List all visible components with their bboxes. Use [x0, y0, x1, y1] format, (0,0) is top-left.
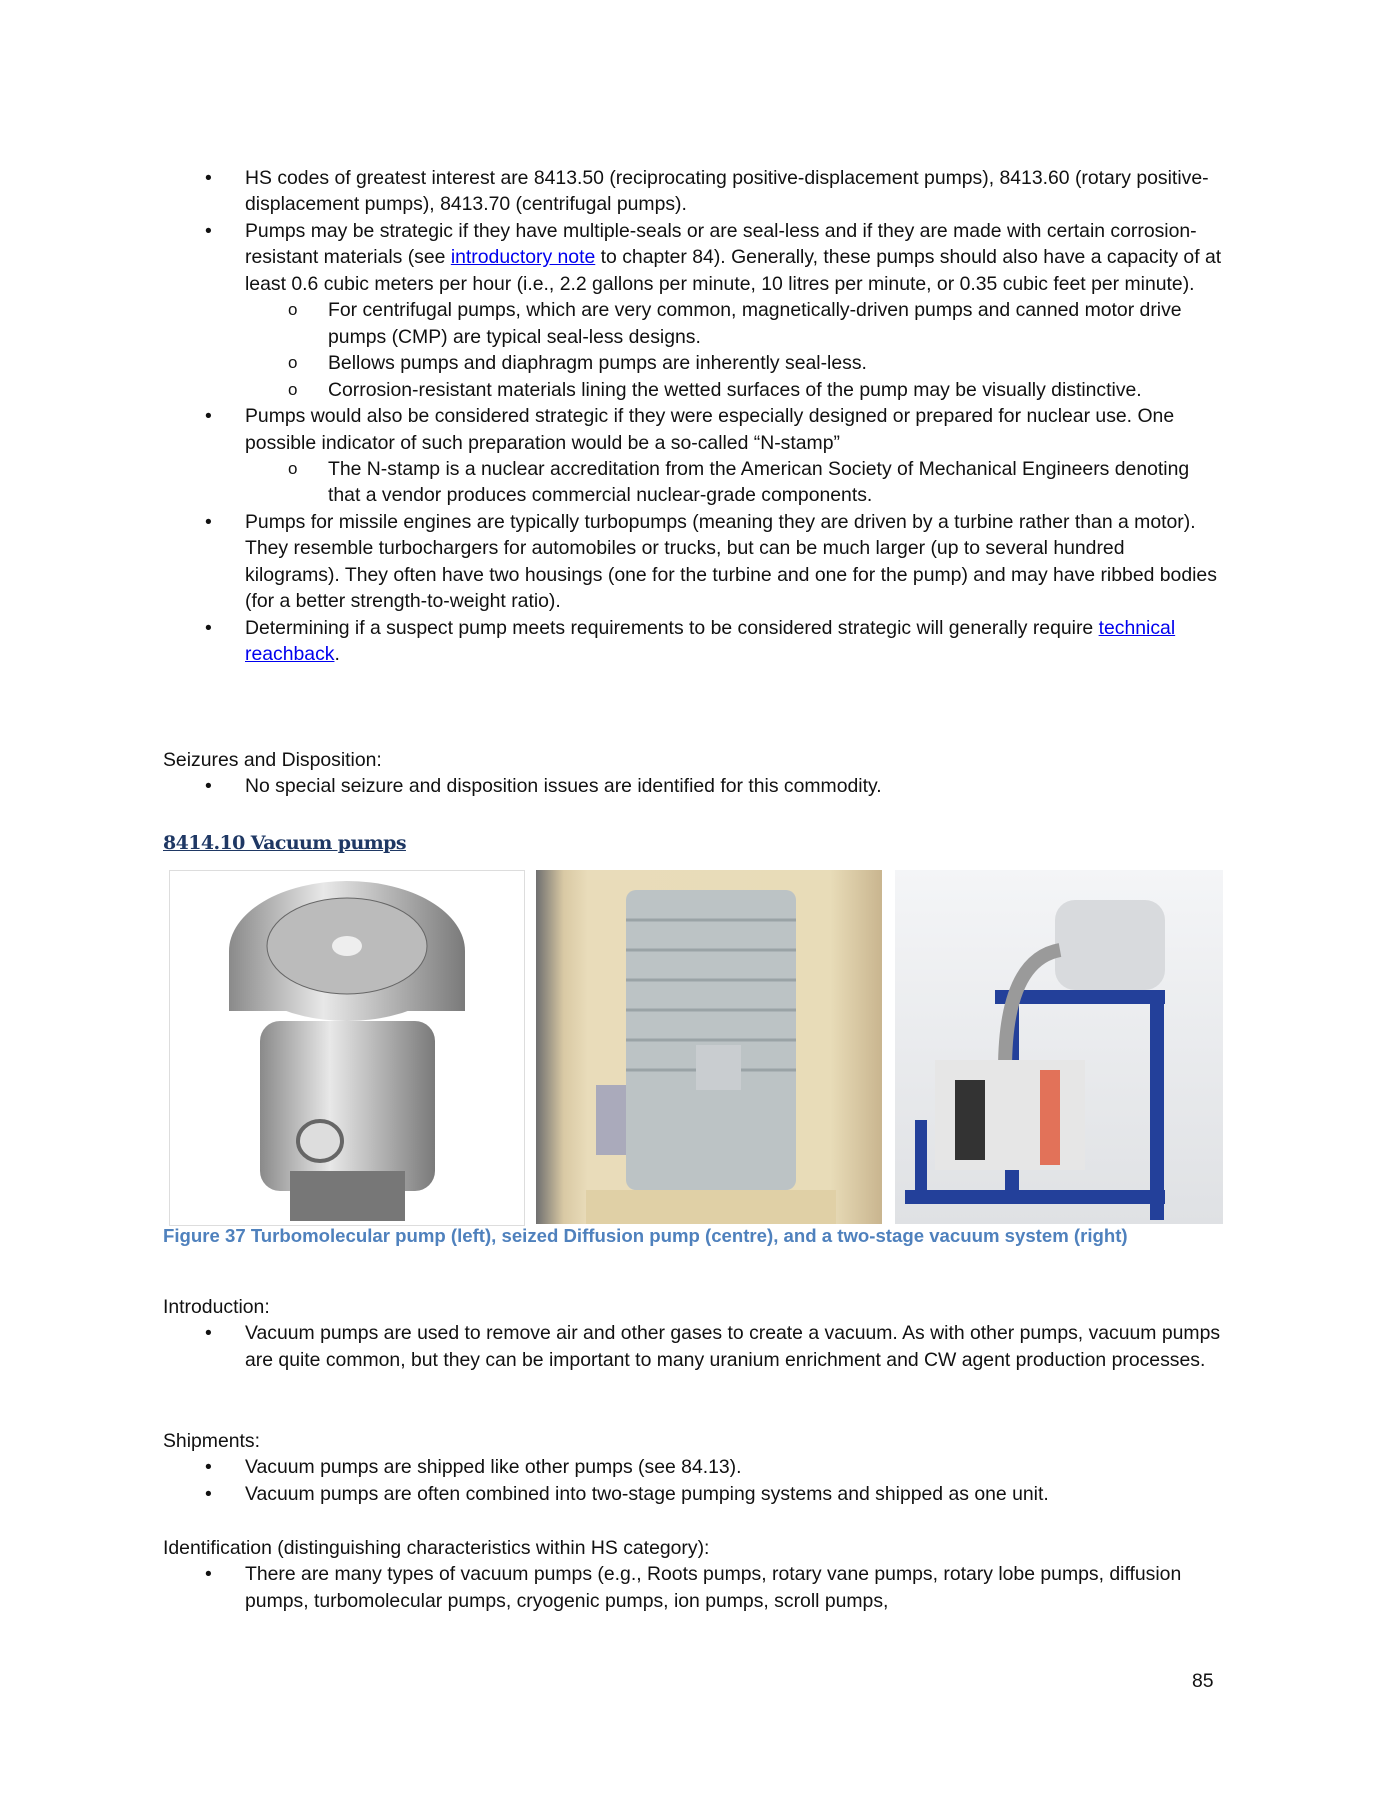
list-item [163, 1454, 1223, 1480]
shipments-section [163, 1428, 1223, 1507]
introductory-note-link[interactable]: introductory note [450, 246, 596, 269]
list-item [163, 1481, 1223, 1507]
turbomolecular-pump-image [169, 870, 525, 1226]
item-text: For centrifugal pumps, which are very common, magnetically-driven pumps and canned motor drive pumps (CMP) are typical seal-less designs. [328, 299, 1182, 348]
list-item [163, 773, 1223, 799]
list-item [163, 403, 1223, 456]
item-text: to chapter 84). Generally, these pumps should also have a capacity of at least 0.6 cubic meters per hour (i.e., 2.2 gallons per minute, 10 litres per minute, or 0.35 cubic feet per minute). [245, 246, 1222, 295]
figure-caption: Figure 37 Turbomolecular pump (left), seized Diffusion pump (centre), and a two-stage vacuum system (right) [163, 1225, 1128, 1246]
list-item [163, 1561, 1223, 1614]
introduction-section [163, 1294, 1223, 1373]
item-text: Vacuum pumps are shipped like other pumps (see 84.13). [245, 1456, 742, 1479]
list-item [163, 218, 1223, 297]
list-item [163, 1320, 1223, 1373]
item-text: No special seizure and disposition issues are identified for this commodity. [245, 775, 882, 798]
item-text: Vacuum pumps are often combined into two-stage pumping systems and shipped as one unit. [245, 1482, 1049, 1505]
item-text: The N-stamp is a nuclear accreditation from the American Society of Mechanical Engineers denoting that a vendor produces commercial nuclear-grade components. [328, 457, 1190, 507]
item-text: Pumps may be strategic if they have multiple-seals or are seal-less and if they are made with certain corrosion-resistant materials (see [245, 219, 1197, 269]
diffusion-pump-image [536, 870, 882, 1224]
item-text: Bellows pumps and diaphragm pumps are inherently seal-less. [328, 352, 867, 375]
item-text: Pumps would also be considered strategic if they were especially designed or prepared for nuclear use. One possible indicator of such preparation would be a so-called “N-stamp” [245, 405, 1175, 454]
section-label: Identification (distinguishing characteristics within HS category): [163, 1537, 710, 1559]
item-text: Vacuum pumps are used to remove air and other gases to create a vacuum. As with other pumps, vacuum pumps are quite common, but they can be important to many uranium enrichment and CW agent production processes. [245, 1322, 1221, 1371]
item-text: Corrosion-resistant materials lining the wetted surfaces of the pump may be visually distinctive. [328, 378, 1142, 401]
list-item [163, 615, 1223, 668]
item-text: . [334, 643, 340, 666]
sub-list-item [163, 297, 1223, 350]
identification-section [163, 1535, 1223, 1614]
section-label: Shipments: [163, 1430, 261, 1452]
sub-list-item [163, 350, 1223, 376]
item-text: HS codes of greatest interest are 8413.50 (reciprocating positive-displacement pumps), 8413.60 (rotary positive-displacement pumps), 8413.70 (centrifugal pumps). [245, 167, 1209, 216]
item-text: There are many types of vacuum pumps (e.g., Roots pumps, rotary vane pumps, rotary lobe pumps, diffusion pumps, turbomolecular pumps, cryogenic pumps, ion pumps, scroll pumps, [245, 1563, 1182, 1612]
list-item [163, 165, 1223, 218]
section-label: Seizures and Disposition: [163, 749, 382, 771]
item-text: Determining if a suspect pump meets requirements to be considered strategic will generally require [245, 616, 1099, 639]
section-heading: 8414.10 Vacuum pumps [163, 832, 406, 854]
strategic-criteria-list [163, 165, 1223, 668]
technical-reachback-link[interactable]: technical reachback [245, 616, 1176, 666]
list-item [163, 509, 1223, 615]
item-text: Pumps for missile engines are typically turbopumps (meaning they are driven by a turbine rather than a motor). They resemble turbochargers for automobiles or trucks, but can be much larger (up to several hundred kilograms). They often have two housings (one for the turbine and one for the pump) and may have ribbed bodies (for a better strength-to-weight ratio). [245, 510, 1217, 613]
sub-list-item [163, 456, 1223, 509]
two-stage-vacuum-system-image [895, 870, 1223, 1224]
section-label: Introduction: [163, 1296, 270, 1318]
sub-list-item [163, 377, 1223, 403]
page-number: 85 [1192, 1670, 1214, 1692]
seizures-section [163, 747, 1223, 800]
